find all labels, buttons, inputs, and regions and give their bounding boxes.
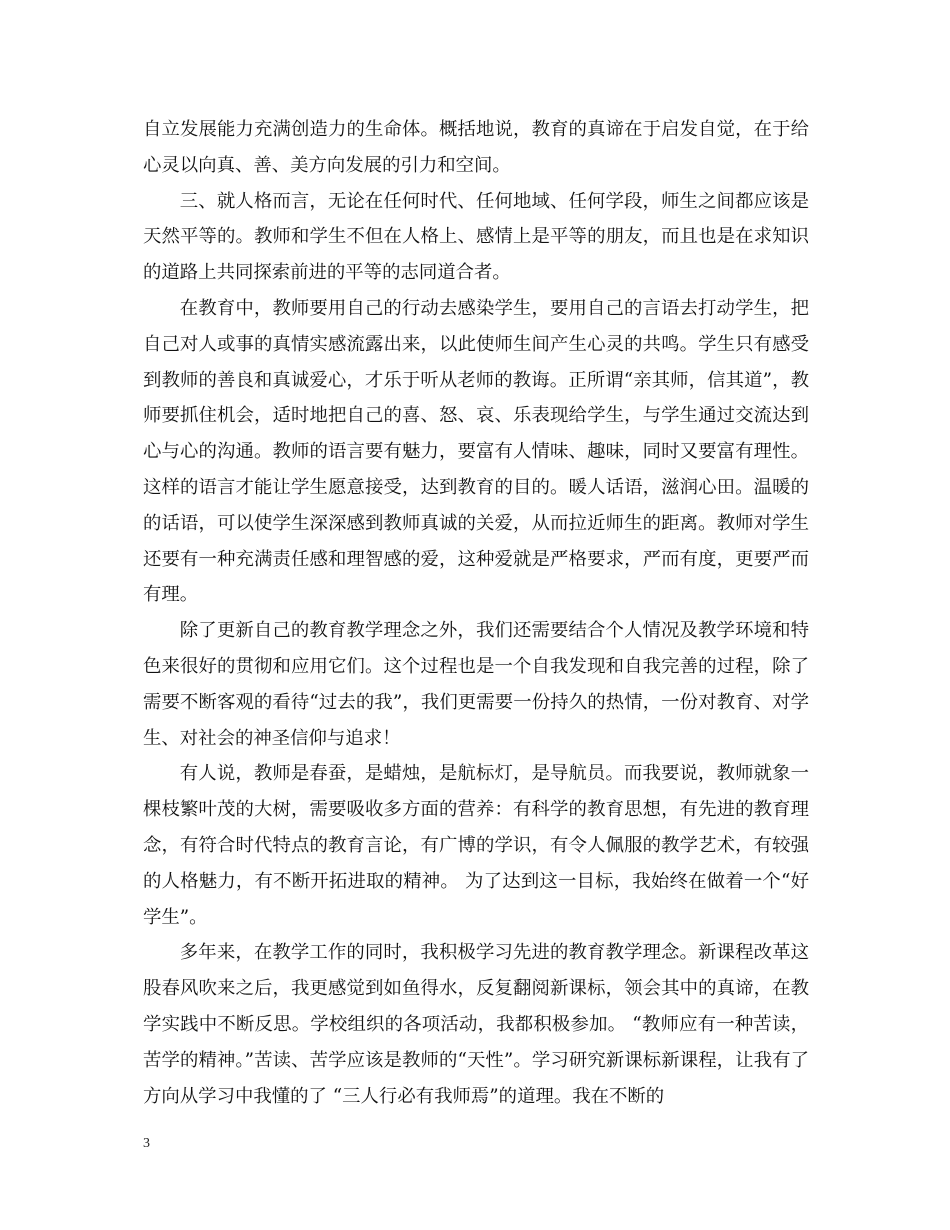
paragraph-3: 在教育中，教师要用自己的行动去感染学生，要用自己的言语去打动学生，把自己对人或事的真情实感流露出来，以此使师生间产生心灵的共鸣。学生只有感受到教师的善良和真诚爱心，才乐于听从老师的教诲。正所谓“亲其师，信其道”，教师要抓住机会，适时地把自己的喜、怒、哀、乐表现给学生，与学生通过交流达到心与心的沟通。教师的语言要有魅力，要富有人情味、趣味，同时又要富有理性。这样的语言才能让学生愿意接受，达到教育的目的。暖人话语，滋润心田。温暖的的话语，可以使学生深深感到教师真诚的关爱，从而拉近师生的距离。教师对学生还要有一种充满责任感和理智感的爱，这种爱就是严格要求，严而有度，更要严而有理。 (143, 297, 809, 606)
paragraph-6: 多年来，在教学工作的同时，我积极学习先进的教育教学理念。新课程改革这股春风吹来之后，我更感觉到如鱼得水，反复翻阅新课标，领会其中的真谛，在教学实践中不断反思。学校组织的各项活动，我都积极参加。 “教师应有一种苦读，苦学的精神。”苦读、苦学应该是教师的“天性”。学习研究新课标新课程，让我有了方向从学习中我懂的了 “三人行必有我师焉”的道理。我在不断的 (143, 942, 809, 1107)
paragraph-5: 有人说，教师是春蚕，是蜡烛，是航标灯，是导航员。而我要说，教师就象一棵枝繁叶茂的大树，需要吸收多方面的营养：有科学的教育思想，有先进的教育理念，有符合时代特点的教育言论，有广博的学识，有令人佩服的教学艺术，有较强的人格魅力，有不断开拓进取的精神。 为了达到这一目标，我始终在做着一个“好学生”。 (143, 763, 809, 928)
paragraph-4: 除了更新自己的教育教学理念之外，我们还需要结合个人情况及教学环境和特色来很好的贯彻和应用它们。这个过程也是一个自我发现和自我完善的过程，除了需要不断客观的看待“过去的我”，我们更需要一份持久的热情，一份对教育、对学生、对社会的神圣信仰与追求！ (143, 620, 809, 749)
paragraph-2: 三、就人格而言，无论在任何时代、任何地域、任何学段，师生之间都应该是天然平等的。教师和学生不但在人格上、感情上是平等的朋友，而且也是在求知识的道路上共同探索前进的平等的志同道合者。 (143, 190, 809, 284)
page-number: 3 (143, 1136, 150, 1151)
document-body (143, 112, 809, 1114)
paragraph-1: 自立发展能力充满创造力的生命体。概括地说，教育的真谛在于启发自觉，在于给心灵以向真、善、美方向发展的引力和空间。 (143, 119, 809, 176)
